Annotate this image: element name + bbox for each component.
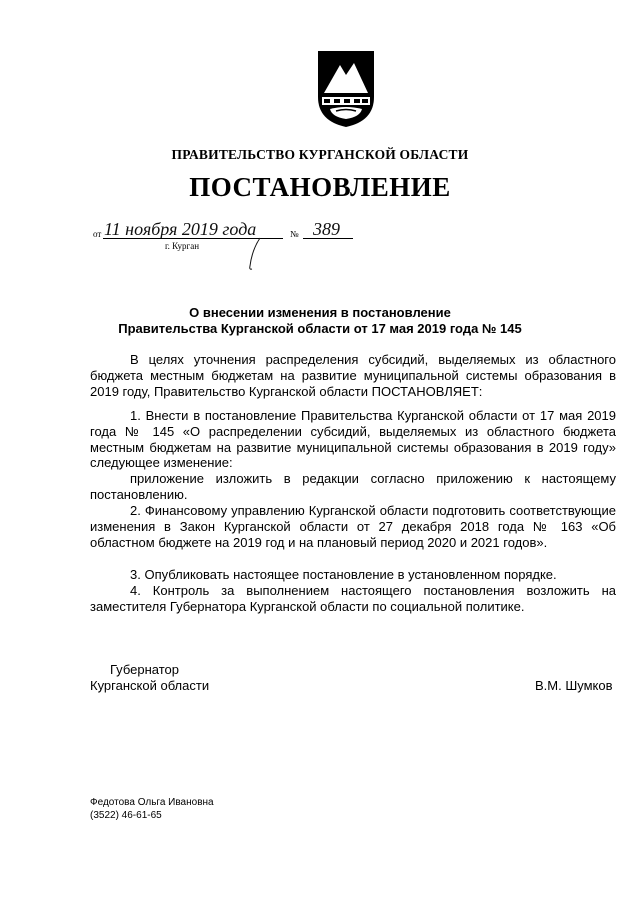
signatory-position-line-1: Губернатор [110,662,179,677]
coat-of-arms-icon [316,49,376,129]
document-date: 11 ноября 2019 года [104,219,257,239]
executor-name: Федотова Ольга Ивановна [90,797,214,808]
signatory-name: В.М. Шумков [535,678,613,693]
item-3-paragraph: 3. Опубликовать настоящее постановление в установленном порядке. [130,567,557,582]
document-number: 389 [313,219,340,239]
subject-line-2: Правительства Курганской области от 17 мая 2019 года № 145 [118,321,522,336]
government-name: ПРАВИТЕЛЬСТВО КУРГАНСКОЙ ОБЛАСТИ [171,147,469,162]
executor-phone: (3522) 46-61-65 [90,810,162,821]
handwritten-stroke [240,236,270,272]
document-subject [0,305,640,337]
document-type-title: ПОСТАНОВЛЕНИЕ [189,172,451,202]
number-label: № [290,229,299,239]
date-label: от [93,229,102,239]
signatory-position-line-2: Курганской области [90,678,210,693]
item-4-paragraph: 4. Контроль за выполнением настоящего постановления возложить на заместителя Губернатора Курганской области по социальной политике. [90,583,616,614]
intro-paragraph: В целях уточнения распределения субсидий, выделяемых из областного бюджета местным бюджетам на развитие муниципальной системы образования в 2019 году, Правительство Курганской области ПОСТАНОВЛЯЕТ: [90,352,616,399]
number-underline [303,238,353,239]
item-1-paragraph: 1. Внести в постановление Правительства Курганской области от 17 мая 2019 года № 145 «О распределении субсидий, выделяемых из областного бюджета местным бюджетам на развитие муниципальной системы образования в 2019 году» следующее изменение: [90,408,616,471]
item-2-paragraph: 2. Финансовому управлению Курганской области подготовить соответствующие изменения в Закон Курганской области от 27 декабря 2018 года № 163 «Об областном бюджете на 2019 год и на плановый период 2020 и 2021 годов». [90,503,616,550]
city-label: г. Курган [165,241,200,251]
item-1-subparagraph: приложение изложить в редакции согласно приложению к настоящему постановлению. [90,471,616,502]
subject-line-1: О внесении изменения в постановление [189,305,451,320]
